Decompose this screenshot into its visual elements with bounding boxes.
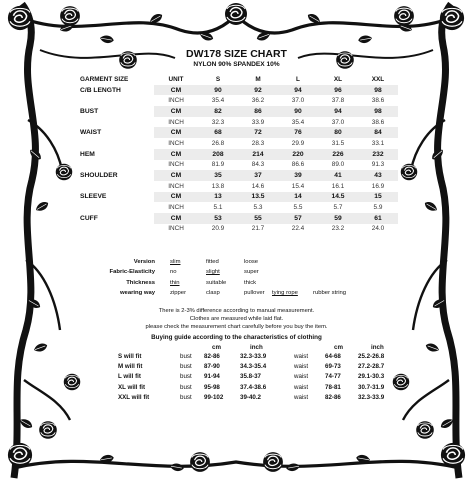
table-row — [80, 202, 398, 213]
value-cell: 55 — [238, 213, 278, 224]
value-cell: 14.6 — [251, 182, 265, 190]
guide-waist-label: waist — [294, 383, 309, 391]
value-cell: 5.3 — [253, 204, 263, 212]
value-cell: 37.0 — [331, 118, 345, 126]
chart-title: DW178 SIZE CHART — [186, 48, 287, 60]
value-cell: 37.0 — [291, 97, 305, 105]
attribute-option: thin — [170, 280, 180, 286]
value-cell: 15 — [358, 192, 398, 203]
unit-cell: INCH — [168, 139, 184, 147]
value-cell: 86 — [238, 106, 278, 117]
guide-waist-label: waist — [294, 393, 309, 401]
guide-bust-inch: 39-40.2 — [240, 393, 261, 401]
attribute-option: fitted — [206, 259, 219, 265]
table-row — [80, 224, 398, 235]
measurement-name-empty — [80, 202, 154, 213]
table-row — [80, 117, 398, 128]
value-cell: 13.5 — [238, 192, 278, 203]
guide-bust-inch: 35.8-37 — [240, 373, 261, 381]
value-cell: 38.6 — [371, 118, 385, 126]
measurement-name: WAIST — [80, 129, 102, 137]
header-cell: GARMENT SIZE — [80, 75, 129, 83]
note-line: Clothes are measured while laid flat. — [189, 316, 284, 323]
value-cell: 16.1 — [331, 182, 345, 190]
buying-guide-title: Buying guide according to the characteristics of clothing — [151, 334, 322, 341]
value-cell: 5.5 — [293, 204, 303, 212]
table-row — [80, 160, 398, 171]
measurement-name-empty — [80, 160, 154, 171]
table-row — [80, 213, 398, 224]
unit-cell: INCH — [168, 97, 184, 105]
attribute-option: loose — [244, 259, 259, 265]
value-cell: 90 — [198, 85, 238, 96]
unit-cell: INCH — [168, 182, 184, 190]
value-cell: 82 — [198, 106, 238, 117]
guide-bust-cm: 95-98 — [204, 383, 220, 391]
value-cell: 21.7 — [251, 225, 265, 233]
attribute-option: clasp — [206, 290, 220, 296]
guide-header: cm — [212, 344, 221, 351]
guide-bust-label: bust — [180, 363, 192, 371]
guide-bust-inch: 37.4-38.6 — [240, 383, 267, 391]
value-cell: 57 — [278, 213, 318, 224]
guide-waist-inch: 32.3-33.9 — [358, 393, 385, 401]
guide-bust-cm: 87-90 — [204, 363, 220, 371]
table-row — [80, 95, 398, 106]
value-cell: 23.2 — [331, 225, 345, 233]
guide-size: XXL will fit — [118, 393, 150, 401]
header-cell: XL — [333, 75, 343, 83]
unit-cell: CM — [154, 213, 198, 224]
value-cell: 14.5 — [318, 192, 358, 203]
unit-cell: INCH — [168, 118, 184, 126]
table-row — [80, 106, 398, 117]
attribute-label: wearing way — [119, 290, 155, 296]
measurement-name-empty — [80, 95, 154, 106]
measurement-name: C/B LENGTH — [80, 86, 121, 94]
value-cell: 16.9 — [371, 182, 385, 190]
value-cell: 13.8 — [211, 182, 225, 190]
value-cell: 76 — [278, 127, 318, 138]
header-cell: L — [296, 75, 300, 83]
unit-cell: INCH — [168, 225, 184, 233]
guide-waist-cm: 69-73 — [325, 363, 341, 371]
unit-cell: CM — [154, 85, 198, 96]
guide-waist-inch: 29.1-30.3 — [358, 373, 385, 381]
measurement-name: CUFF — [80, 214, 98, 222]
table-header-row — [80, 74, 398, 85]
guide-waist-cm: 82-86 — [325, 393, 341, 401]
value-cell: 84.3 — [251, 161, 265, 169]
value-cell: 32.3 — [211, 118, 225, 126]
unit-cell: CM — [154, 149, 198, 160]
value-cell: 90 — [278, 106, 318, 117]
value-cell: 26.8 — [211, 139, 225, 147]
attribute-option: no — [170, 269, 177, 275]
attribute-option: zipper — [170, 290, 187, 296]
guide-bust-cm: 91-94 — [204, 373, 220, 381]
guide-bust-label: bust — [180, 353, 192, 360]
guide-waist-inch: 27.2-28.7 — [358, 363, 385, 371]
header-cell: XXL — [371, 75, 385, 83]
guide-waist-cm: 78-81 — [325, 383, 341, 391]
unit-cell: CM — [154, 170, 198, 181]
header-cell: UNIT — [168, 75, 184, 83]
value-cell: 89.0 — [331, 161, 345, 169]
value-cell: 41 — [318, 170, 358, 181]
value-cell: 98 — [358, 106, 398, 117]
guide-bust-cm: 82-86 — [204, 353, 220, 360]
value-cell: 37.8 — [331, 97, 345, 105]
table-row — [80, 192, 398, 203]
header-cell: M — [255, 75, 261, 83]
guide-bust-label: bust — [180, 373, 192, 381]
attribute-option: slight — [206, 269, 220, 275]
measurement-name-empty — [80, 181, 154, 192]
attribute-option: pullover — [244, 290, 265, 296]
value-cell: 53 — [198, 213, 238, 224]
guide-bust-label: bust — [180, 393, 192, 401]
unit-cell: CM — [154, 192, 198, 203]
attribute-option: tying rope — [272, 290, 298, 296]
unit-cell: CM — [154, 106, 198, 117]
guide-bust-cm: 99-102 — [204, 393, 224, 401]
value-cell: 84 — [358, 127, 398, 138]
value-cell: 5.7 — [333, 204, 343, 212]
table-row — [80, 149, 398, 160]
value-cell: 37 — [238, 170, 278, 181]
value-cell: 232 — [358, 149, 398, 160]
size-table — [80, 74, 398, 234]
attribute-option: suitable — [206, 280, 227, 286]
unit-cell: INCH — [168, 204, 184, 212]
value-cell: 29.9 — [291, 139, 305, 147]
value-cell: 36.2 — [251, 97, 265, 105]
measurement-name: BUST — [80, 107, 99, 115]
value-cell: 35.4 — [211, 97, 225, 105]
value-cell: 98 — [358, 85, 398, 96]
value-cell: 81.9 — [211, 161, 225, 169]
guide-bust-inch: 32.3-33.9 — [240, 353, 267, 360]
attribute-label: Fabric-Elasticity — [109, 269, 155, 275]
value-cell: 214 — [238, 149, 278, 160]
attribute-label: Thickness — [126, 280, 155, 286]
value-cell: 33.9 — [251, 118, 265, 126]
measurement-name: SHOULDER — [80, 172, 118, 180]
value-cell: 94 — [278, 85, 318, 96]
value-cell: 39 — [278, 170, 318, 181]
value-cell: 35.4 — [291, 118, 305, 126]
measurement-notes — [0, 307, 473, 332]
guide-waist-label: waist — [294, 373, 309, 381]
attribute-option: rubber string — [313, 290, 347, 296]
value-cell: 15.4 — [291, 182, 305, 190]
note-line: please check the measurement chart carefully before you buy the item. — [145, 324, 328, 331]
fabric-composition: NYLON 90% SPANDEX 10% — [193, 61, 280, 68]
unit-cell: INCH — [168, 161, 184, 169]
guide-waist-cm: 74-77 — [325, 373, 341, 381]
value-cell: 68 — [198, 127, 238, 138]
value-cell: 226 — [318, 149, 358, 160]
value-cell: 72 — [238, 127, 278, 138]
unit-cell: CM — [154, 127, 198, 138]
guide-bust-label: bust — [180, 383, 192, 391]
guide-header: inch — [250, 344, 263, 351]
guide-size: S will fit — [118, 353, 142, 360]
value-cell: 59 — [318, 213, 358, 224]
measurement-name: SLEEVE — [80, 193, 107, 201]
note-line: There is 2-3% difference according to manual measurement. — [158, 308, 315, 314]
value-cell: 28.3 — [251, 139, 265, 147]
value-cell: 91.3 — [371, 161, 385, 169]
value-cell: 43 — [358, 170, 398, 181]
attribute-option: thick — [244, 280, 257, 286]
value-cell: 94 — [318, 106, 358, 117]
guide-size: M will fit — [118, 363, 143, 371]
guide-header: cm — [334, 344, 343, 351]
value-cell: 80 — [318, 127, 358, 138]
measurement-name-empty — [80, 138, 154, 149]
table-row — [80, 127, 398, 138]
value-cell: 20.9 — [211, 225, 225, 233]
measurement-name-empty — [80, 117, 154, 128]
value-cell: 14 — [278, 192, 318, 203]
value-cell: 31.5 — [331, 139, 345, 147]
value-cell: 61 — [358, 213, 398, 224]
guide-waist-inch: 25.2-26.8 — [358, 353, 385, 360]
value-cell: 5.1 — [213, 204, 223, 212]
measurement-name: HEM — [80, 150, 95, 158]
value-cell: 35 — [198, 170, 238, 181]
attribute-option: super — [244, 269, 259, 275]
header-cell: S — [215, 75, 221, 83]
value-cell: 220 — [278, 149, 318, 160]
guide-waist-cm: 64-68 — [325, 353, 341, 360]
attribute-label: Version — [133, 259, 155, 265]
guide-waist-inch: 30.7-31.9 — [358, 383, 385, 391]
guide-size: XL will fit — [118, 383, 146, 391]
guide-waist-label: waist — [294, 363, 309, 371]
guide-waist-label: waist — [294, 353, 309, 360]
value-cell: 86.6 — [291, 161, 305, 169]
value-cell: 33.1 — [371, 139, 385, 147]
value-cell: 92 — [238, 85, 278, 96]
guide-size: L will fit — [118, 373, 141, 381]
table-row — [80, 138, 398, 149]
value-cell: 5.9 — [373, 204, 383, 212]
table-row — [80, 181, 398, 192]
value-cell: 208 — [198, 149, 238, 160]
table-row — [80, 170, 398, 181]
guide-bust-inch: 34.3-35.4 — [240, 363, 267, 371]
value-cell: 13 — [198, 192, 238, 203]
value-cell: 24.0 — [371, 225, 385, 233]
value-cell: 38.6 — [371, 97, 385, 105]
value-cell: 96 — [318, 85, 358, 96]
attribute-option: slim — [170, 259, 181, 265]
guide-header: inch — [371, 344, 384, 351]
measurement-name-empty — [80, 224, 154, 235]
value-cell: 22.4 — [291, 225, 305, 233]
table-row — [80, 85, 398, 96]
